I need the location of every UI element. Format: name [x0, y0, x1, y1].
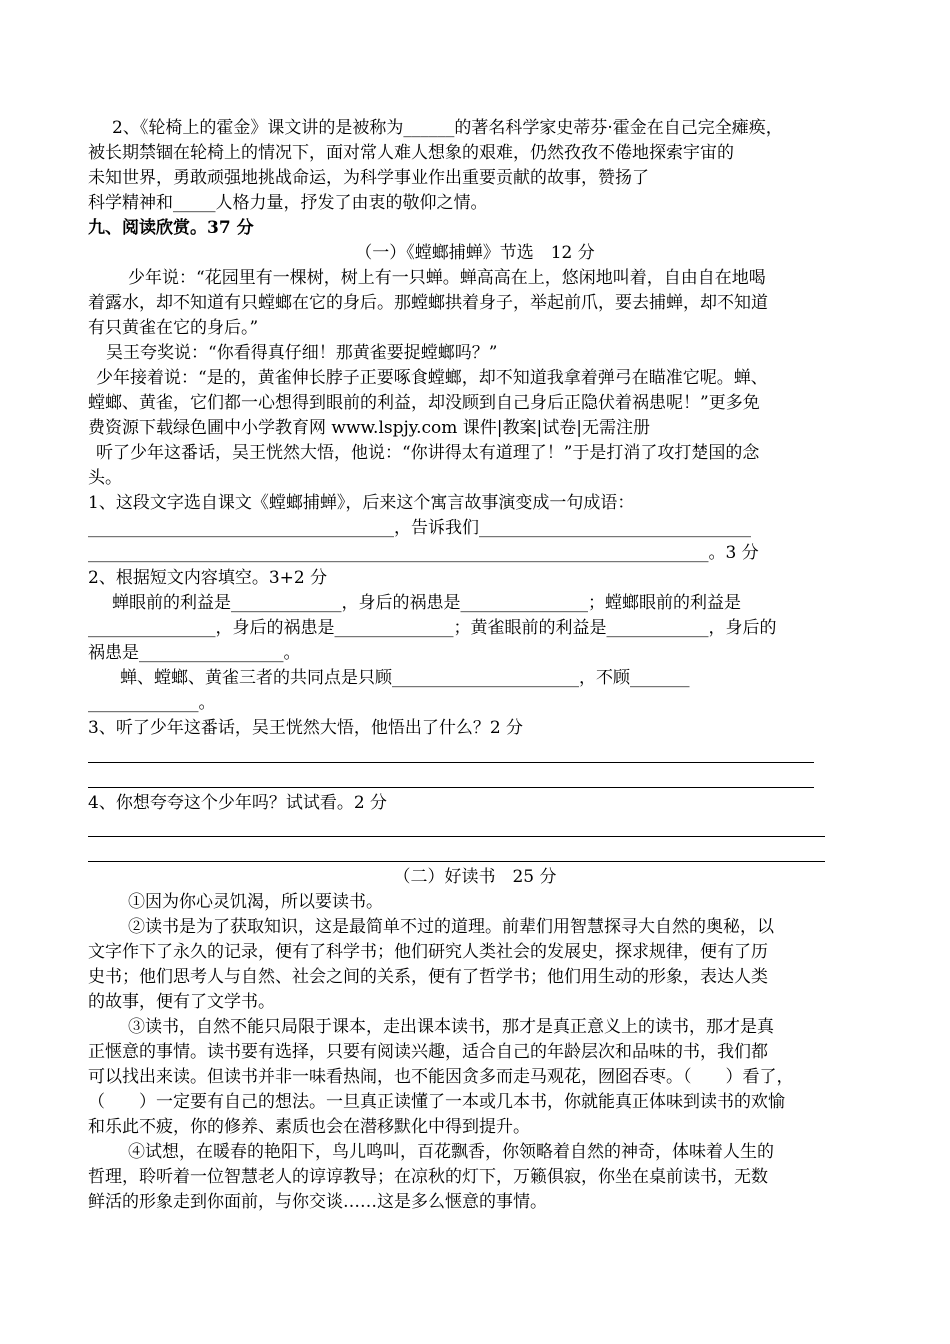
question-1-line-3: _________________________________________________________________________。3 分 [88, 543, 759, 563]
question-1-line-2: ____________________________________，告诉我们________________________________ [88, 518, 751, 538]
p1-paragraph-3-line-3: 费资源下载绿色圃中小学教育网 www.lspjy.com 课件|教案|试卷|无需注册 [88, 418, 650, 438]
p2-paragraph-2-line-2: 文字作下了永久的记录，便有了科学书；他们研究人类社会的发展史，探求规律，便有了历 [88, 942, 768, 962]
question-2-line-1: 2、根据短文内容填空。3+2 分 [88, 568, 328, 588]
part-1-title: （一）《螳螂捕蝉》节选 12 分 [355, 243, 595, 263]
answer-line [88, 836, 825, 837]
p2-paragraph-3-line-5: 和乐此不疲，你的修养、素质也会在潜移默化中得到提升。 [88, 1117, 530, 1137]
p2-paragraph-1: ①因为你心灵饥渴，所以要读书。 [128, 892, 383, 912]
question-2-line-6: _____________。 [88, 693, 216, 713]
answer-line [88, 762, 814, 763]
p2-paragraph-3-line-1: ③读书，自然不能只局限于课本，走出课本读书，那才是真正意义上的读书，那才是真 [128, 1017, 774, 1037]
p2-paragraph-4-line-3: 鲜活的形象走到你面前，与你交谈……这是多么惬意的事情。 [88, 1192, 547, 1212]
part-2-title: （二）好读书 25 分 [393, 867, 557, 887]
p2-paragraph-2-line-4: 的故事，便有了文学书。 [88, 992, 275, 1012]
question-2-line-3: _______________，身后的祸患是______________；黄雀眼前的利益是____________，身后的 [88, 618, 777, 638]
answer-line [88, 787, 814, 788]
question-1-line-1: 1、这段文字选自课文《螳螂捕蝉》，后来这个寓言故事演变成一句成语： [88, 493, 635, 513]
question-2-line-2: 蝉眼前的利益是_____________，身后的祸患是_______________；螳螂眼前的利益是 [112, 593, 741, 613]
intro-line-4: 科学精神和_____人格力量，抒发了由衷的敬仰之情。 [88, 193, 488, 213]
p2-paragraph-2-line-3: 史书；他们思考人与自然、社会之间的关系，便有了哲学书；他们用生动的形象，表达人类 [88, 967, 768, 987]
section-9-heading: 九、阅读欣赏。37 分 [88, 218, 254, 238]
p1-paragraph-3-line-2: 螳螂、黄雀，它们都一心想得到眼前的利益，却没顾到自己身后正隐伏着祸患呢！”更多免 [88, 393, 760, 413]
p2-paragraph-4-line-1: ④试想，在暖春的艳阳下，鸟儿鸣叫，百花飘香，你领略着自然的神奇，体味着人生的 [128, 1142, 774, 1162]
intro-line-2: 被长期禁锢在轮椅上的情况下，面对常人难人想象的艰难，仍然孜孜不倦地探索宇宙的 [88, 143, 734, 163]
p1-paragraph-1-line-3: 有只黄雀在它的身后。” [88, 318, 259, 338]
p2-paragraph-3-line-3: 可以找出来读。但读书并非一味看热闹，也不能因贪多而走马观花，囫囵吞枣。（ ）看了， [88, 1067, 794, 1087]
p2-paragraph-3-line-2: 正惬意的事情。读书要有选择，只要有阅读兴趣，适合自己的年龄层次和品味的书，我们都 [88, 1042, 768, 1062]
answer-line [88, 861, 825, 862]
p2-paragraph-4-line-2: 哲理，聆听着一位智慧老人的谆谆教导；在凉秋的灯下，万籁俱寂，你坐在桌前读书，无数 [88, 1167, 768, 1187]
question-3: 3、听了少年这番话，吴王恍然大悟，他悟出了什么？2 分 [88, 718, 524, 738]
question-4: 4、你想夸夸这个少年吗？试试看。2 分 [88, 793, 388, 813]
p2-paragraph-3-line-4: （ ）一定要有自己的想法。一旦真正读懂了一本或几本书，你就能真正体味到读书的欢愉 [88, 1092, 785, 1112]
p1-paragraph-1-line-2: 着露水，却不知道有只螳螂在它的身后。那螳螂拱着身子，举起前爪，要去捕蝉，却不知道 [88, 293, 768, 313]
p2-paragraph-2-line-1: ②读书是为了获取知识，这是最简单不过的道理。前辈们用智慧探寻大自然的奥秘，以 [128, 917, 774, 937]
p1-paragraph-1-line-1: 少年说：“花园里有一棵树，树上有一只蝉。蝉高高在上，悠闲地叫着，自由自在地喝 [128, 268, 766, 288]
intro-line-1: 2、《轮椅上的霍金》课文讲的是被称为______的著名科学家史蒂芬·霍金在自己完全瘫痪， [112, 118, 783, 138]
intro-line-3: 未知世界，勇敢顽强地挑战命运，为科学事业作出重要贡献的故事，赞扬了 [88, 168, 649, 188]
p1-paragraph-3-line-1: 少年接着说：“是的，黄雀伸长脖子正要啄食螳螂，却不知道我拿着弹弓在瞄准它呢。蝉、 [96, 368, 768, 388]
p1-paragraph-2: 吴王夸奖说：“你看得真仔细！那黄雀要捉螳螂吗？” [106, 343, 498, 363]
p1-paragraph-4-line-2: 头。 [88, 468, 122, 488]
question-2-line-4: 祸患是_________________。 [88, 643, 301, 663]
p1-paragraph-4-line-1: 听了少年这番话，吴王恍然大悟，他说：“你讲得太有道理了！”于是打消了攻打楚国的念 [96, 443, 760, 463]
question-2-line-5: 蝉、螳螂、黄雀三者的共同点是只顾______________________，不顾_______ [120, 668, 690, 688]
